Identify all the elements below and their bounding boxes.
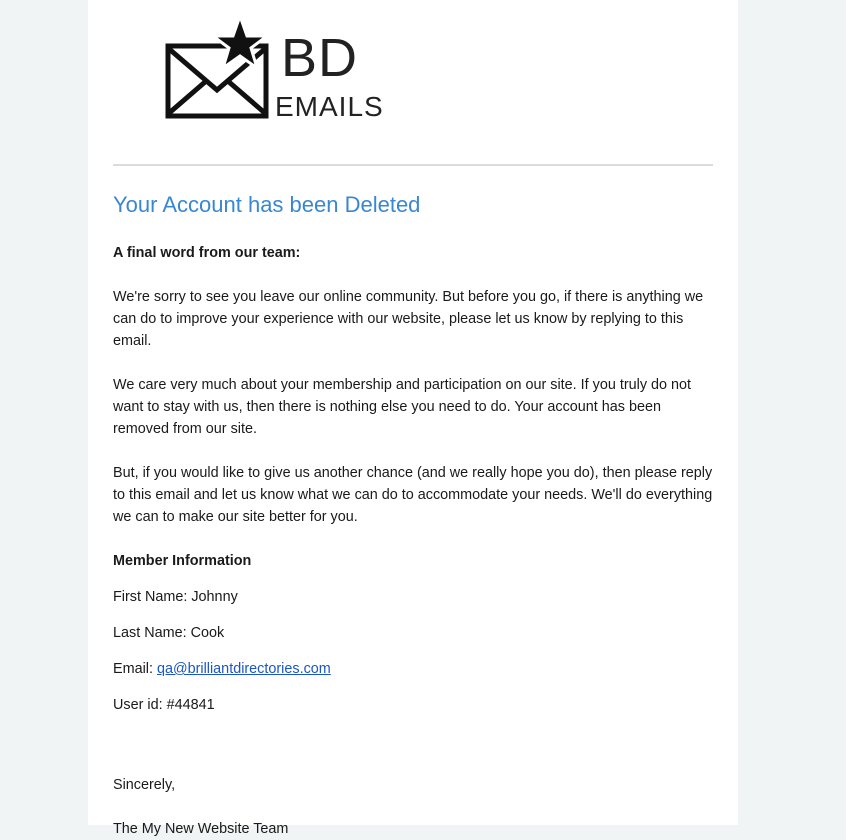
email-row [113, 658, 715, 680]
email-card [88, 0, 738, 837]
paragraph-another-chance: But, if you would like to give us another chance (and we really hope you do), then please reply to this email and let us know what we can do to accommodate your needs. We'll do everything we can to make our site better for you. [113, 465, 713, 525]
member-info-heading: Member Information [113, 553, 252, 569]
email-body [113, 190, 715, 840]
user-id-label: User id: [113, 697, 167, 713]
first-name-label: First Name: [113, 589, 192, 605]
logo-mark: BD [281, 28, 359, 88]
lead-text: A final word from our team: [113, 245, 301, 261]
first-name-value: Johnny [191, 589, 238, 605]
team-signature: The My New Website Team [113, 821, 289, 837]
logo-subtitle: EMAILS [275, 91, 384, 122]
email-label: Email: [113, 661, 157, 677]
paragraph-care: We care very much about your membership and participation on our site. If you truly do not want to stay with us, then there is nothing else you need to do. Your account has been removed from our site. [113, 377, 692, 437]
email-link[interactable]: qa@brilliantdirectories.com [156, 661, 331, 677]
last-name-value: Cook [190, 625, 225, 641]
user-id-row [113, 694, 715, 716]
paragraph-sorry: We're sorry to see you leave our online community. But before you go, if there is anything we can do to improve your experience with our website, please let us know by replying to this email. [113, 289, 704, 349]
bd-emails-logo [165, 14, 385, 122]
envelope-star-icon [165, 14, 275, 122]
email-title: Your Account has been Deleted [113, 192, 421, 217]
header-divider [113, 164, 713, 166]
last-name-label: Last Name: [113, 625, 191, 641]
user-id-value: #44841 [166, 697, 215, 713]
first-name-row [113, 586, 715, 608]
last-name-row [113, 622, 715, 644]
signoff-text: Sincerely, [113, 777, 176, 793]
